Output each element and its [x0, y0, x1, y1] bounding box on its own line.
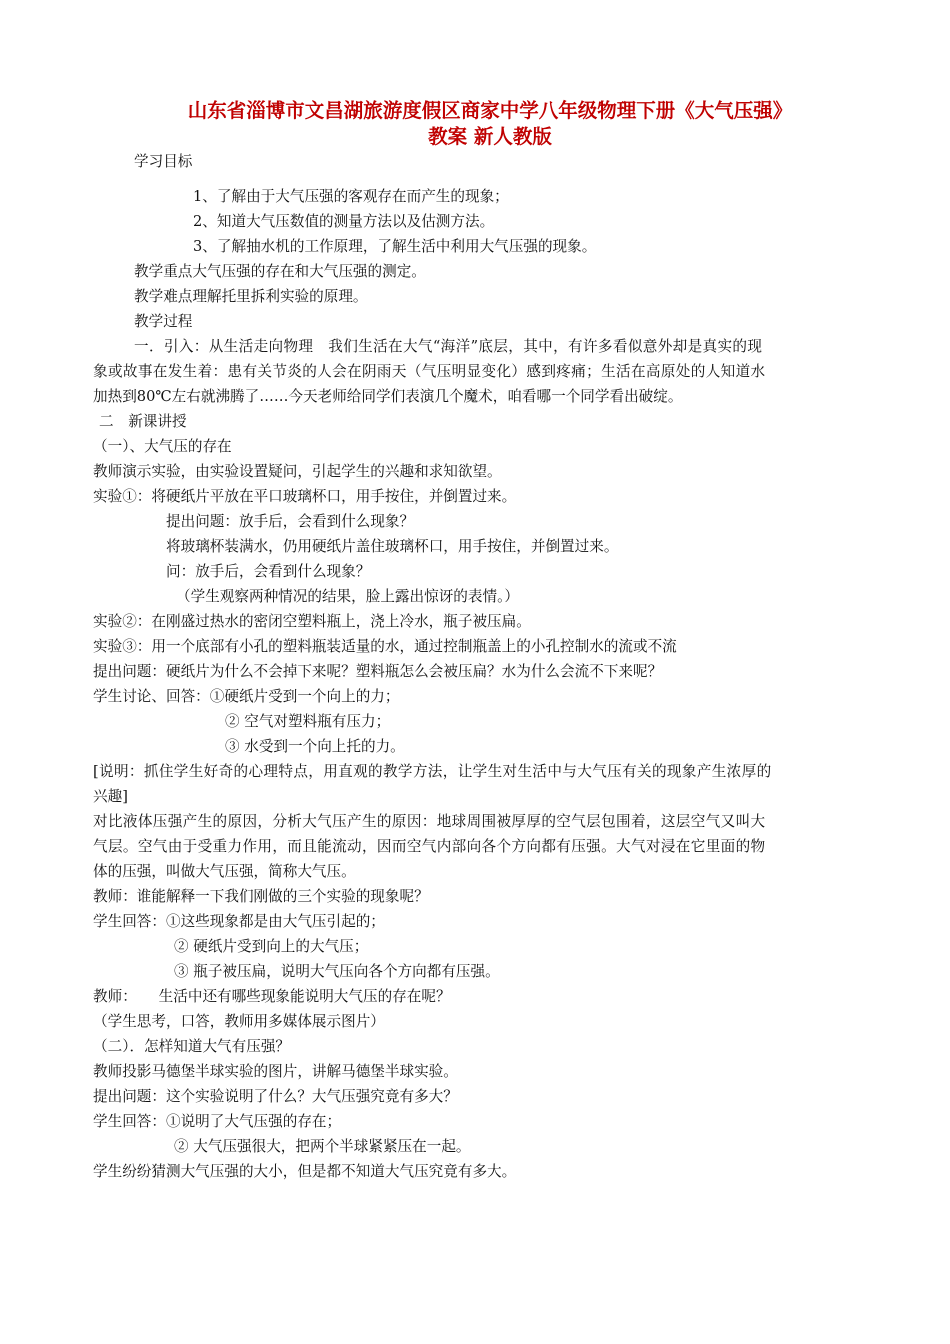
answer-line: 学生回答：①这些现象都是由大气压引起的；: [93, 913, 385, 930]
answer-line: ② 硬纸片受到向上的大气压；: [174, 938, 369, 955]
paragraph-line: 教师：谁能解释一下我们刚做的三个实验的现象呢？: [93, 888, 429, 905]
note-line: [说明：抓住学生好奇的心理特点，用直观的教学方法，让学生对生活中与大气压有关的现象产生浓厚的: [93, 763, 772, 780]
paragraph-line: 教师演示实验，由实验设置疑问，引起学生的兴趣和求知欲望。: [93, 463, 502, 480]
paragraph-line: 学生纷纷猜测大气压强的大小，但是都不知道大气压究竟有多大。: [93, 1163, 517, 1180]
answer-line: ② 大气压强很大，把两个半球紧紧压在一起。: [174, 1138, 471, 1155]
note-line: 兴趣]: [93, 788, 128, 805]
objective-item: 3、了解抽水机的工作原理，了解生活中利用大气压强的现象。: [193, 238, 597, 255]
paragraph-line: 气层。空气由于受重力作用，而且能流动，因而空气内部向各个方向都有压强。大气对浸在它里面的物: [93, 838, 766, 855]
question-line: 提出问题：这个实验说明了什么？大气压强究竟有多大？: [93, 1088, 458, 1105]
key-point: 教学重点大气压强的存在和大气压强的测定。: [134, 263, 426, 280]
paragraph-line: 象或故事在发生着：患有关节炎的人会在阴雨天（气压明显变化）感到疼痛；生活在高原处的人知道水: [93, 363, 766, 380]
paragraph-line: （学生思考，口答，教师用多媒体展示图片）: [93, 1013, 385, 1030]
answer-line: 学生回答：①说明了大气压强的存在；: [93, 1113, 342, 1130]
paragraph-line: 教师： 生活中还有哪些现象能说明大气压的存在呢？: [93, 988, 451, 1005]
paragraph-line: 对比液体压强产生的原因，分析大气压产生的原因：地球周围被厚厚的空气层包围着，这层空气又叫大: [93, 813, 766, 830]
answer-line: ② 空气对塑料瓶有压力；: [225, 713, 391, 730]
section-heading-objectives: 学习目标: [134, 153, 193, 170]
subsection-heading: （一）、大气压的存在: [93, 438, 232, 455]
subsection-heading: （二）．怎样知道大气有压强？: [93, 1038, 291, 1055]
question-line: 问：放手后，会看到什么现象？: [166, 563, 371, 580]
document-title-line-2: 教案 新人教版: [428, 125, 552, 148]
question-line: 提出问题：放手后，会看到什么现象？: [166, 513, 415, 530]
question-line: 提出问题：硬纸片为什么不会掉下来呢？塑料瓶怎么会被压扁？水为什么会流不下来呢？: [93, 663, 663, 680]
paragraph-line: 教师投影马德堡半球实验的图片，讲解马德堡半球实验。: [93, 1063, 458, 1080]
paragraph-line: 体的压强，叫做大气压强，简称大气压。: [93, 863, 356, 880]
answer-line: 学生讨论、回答：①硬纸片受到一个向上的力；: [93, 688, 400, 705]
answer-line: ③ 水受到一个向上托的力。: [225, 738, 405, 755]
experiment-line: 实验①：将硬纸片平放在平口玻璃杯口，用手按住，并倒置过来。: [93, 488, 517, 505]
paragraph-line: （学生观察两种情况的结果，脸上露出惊讶的表情。）: [176, 588, 519, 605]
paragraph-line: 加热到80℃左右就沸腾了……今天老师给同学们表演几个魔术，咱看哪一个同学看出破绽。: [93, 388, 683, 405]
experiment-line: 实验②：在刚盛过热水的密闭空塑料瓶上，浇上冷水，瓶子被压扁。: [93, 613, 531, 630]
objective-item: 2、知道大气压数值的测量方法以及估测方法。: [193, 213, 495, 230]
section-heading: 二 新课讲授: [99, 413, 187, 430]
objective-item: 1、了解由于大气压强的客观存在而产生的现象；: [193, 188, 509, 205]
difficult-point: 教学难点理解托里拆利实验的原理。: [134, 288, 368, 305]
paragraph-line: 一．引入：从生活走向物理 我们生活在大气“海洋”底层，其中，有许多看似意外却是真实的现: [134, 338, 763, 355]
answer-line: ③ 瓶子被压扁，说明大气压向各个方向都有压强。: [174, 963, 500, 980]
document-title-line-1: 山东省淄博市文昌湖旅游度假区商家中学八年级物理下册《大气压强》: [187, 99, 793, 122]
paragraph-line: 将玻璃杯装满水，仍用硬纸片盖住玻璃杯口，用手按住，并倒置过来。: [166, 538, 619, 555]
section-heading-process: 教学过程: [134, 313, 193, 330]
experiment-line: 实验③：用一个底部有小孔的塑料瓶装适量的水，通过控制瓶盖上的小孔控制水的流或不流: [93, 638, 677, 655]
